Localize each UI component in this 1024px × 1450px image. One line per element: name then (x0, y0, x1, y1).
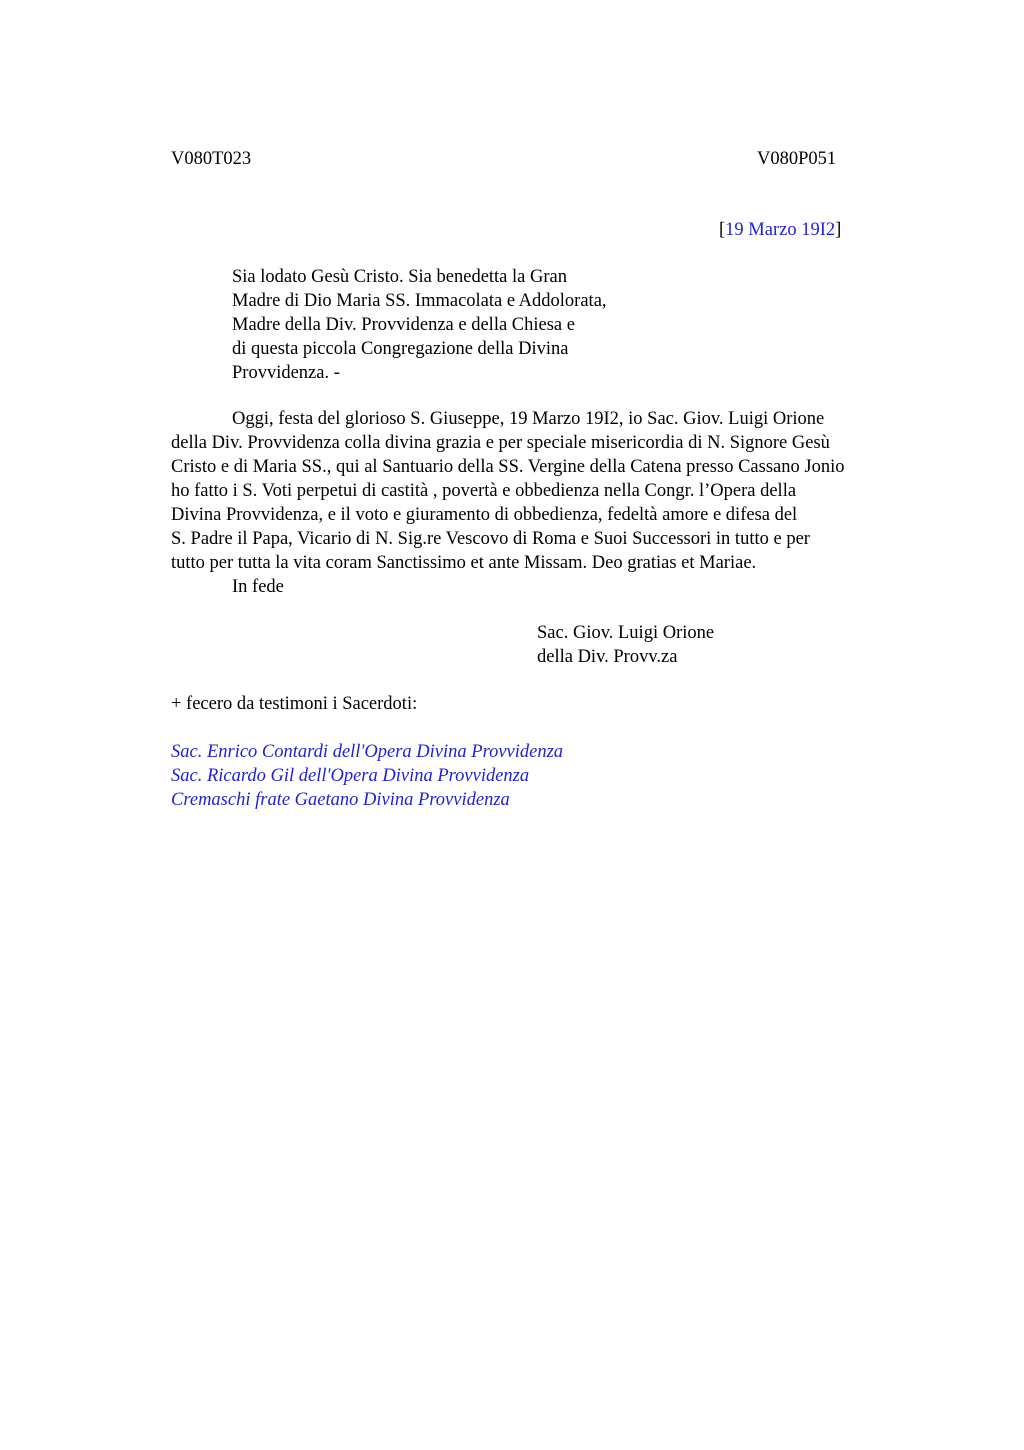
vows-paragraph (171, 407, 844, 599)
date-close-bracket: ] (835, 220, 842, 240)
invocation-line: Sia lodato Gesù Cristo. Sia benedetta la Gran (232, 267, 567, 287)
witness-item: Cremaschi frate Gaetano Divina Provvidenza (171, 790, 510, 810)
witness-item: Sac. Enrico Contardi dell'Opera Divina Provvidenza (171, 742, 564, 762)
invocation-line: Madre di Dio Maria SS. Immacolata e Addolorata, (232, 291, 607, 311)
date-line (719, 218, 841, 242)
signature-name: Sac. Giov. Luigi Orione (537, 623, 715, 643)
body-line: della Div. Provvidenza colla divina grazia e per speciale misericordia di N. Signore Gesù (171, 433, 830, 453)
document-reference-right: V080P051 (757, 149, 837, 169)
body-line: S. Padre il Papa, Vicario di N. Sig.re Vescovo di Roma e Suoi Successori in tutto e per (171, 529, 810, 549)
date-open-bracket: [ (719, 220, 726, 240)
witness-intro: + fecero da testimoni i Sacerdoti: (171, 694, 418, 714)
invocation-line: di questa piccola Congregazione della Divina (232, 339, 569, 359)
body-line: Cristo e di Maria SS., qui al Santuario della SS. Vergine della Catena presso Cassano Jonio (171, 457, 845, 477)
signature-title: della Div. Provv.za (537, 647, 678, 667)
body-line: Divina Provvidenza, e il voto e giuramento di obbedienza, fedeltà amore e difesa del (171, 505, 798, 525)
witness-item: Sac. Ricardo Gil dell'Opera Divina Provvidenza (171, 766, 530, 786)
invocation-line: Madre della Div. Provvidenza e della Chiesa e (232, 315, 575, 335)
invocation-line: Provvidenza. - (232, 363, 340, 383)
body-line: Oggi, festa del glorioso S. Giuseppe, 19 Marzo 19I2, io Sac. Giov. Luigi Orione (232, 409, 825, 429)
letter-date: 19 Marzo 19I2 (725, 220, 836, 240)
document-reference-left: V080T023 (171, 149, 252, 169)
signature-block (537, 621, 714, 669)
closing-in-fede: In fede (232, 577, 284, 597)
body-line: ho fatto i S. Voti perpetui di castità , povertà e obbedienza nella Congr. l’Opera della (171, 481, 797, 501)
body-line: tutto per tutta la vita coram Sanctissimo et ante Missam. Deo gratias et Mariae. (171, 553, 757, 573)
invocation-paragraph (232, 265, 607, 385)
witness-list (171, 740, 563, 812)
